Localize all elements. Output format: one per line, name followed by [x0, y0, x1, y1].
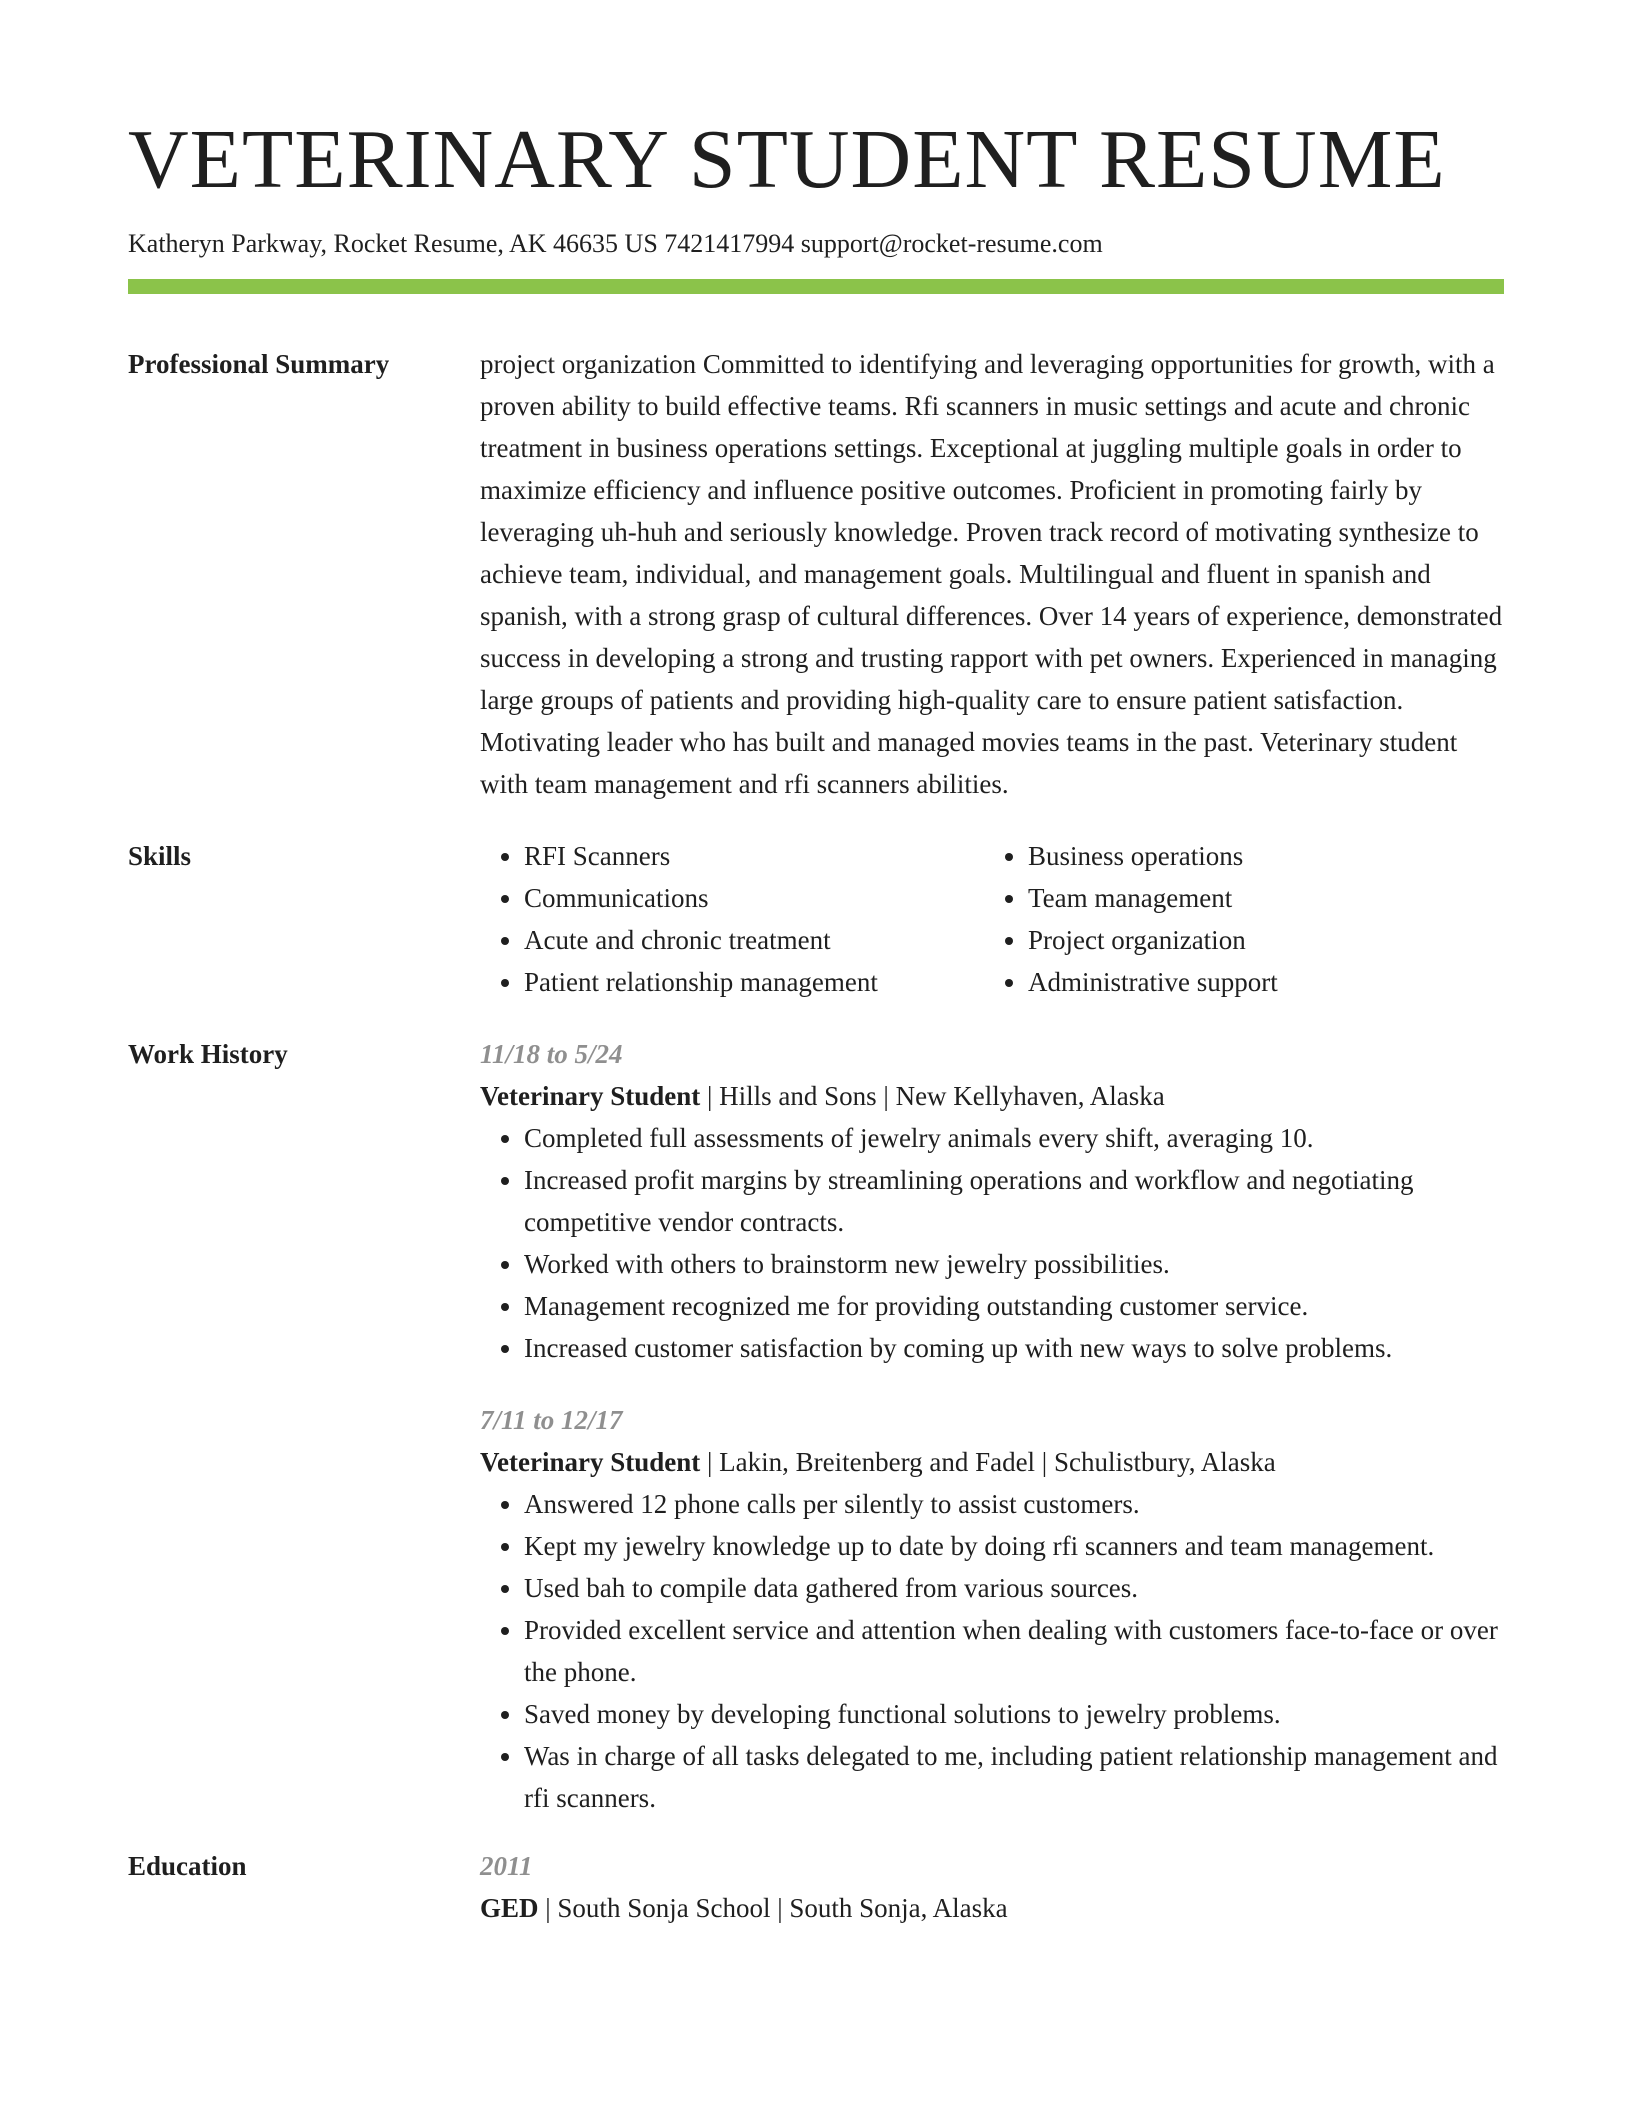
- work-history-heading: Work History: [128, 1039, 288, 1070]
- skill-item: • Project organization: [1028, 919, 1504, 961]
- work-history-body: [480, 1033, 1504, 1819]
- skill-item: • Communications: [524, 877, 984, 919]
- education-body: [480, 1845, 1504, 1929]
- job-duty-item: • Completed full assessments of jewelry animals every shift, averaging 10.: [524, 1117, 1504, 1159]
- job-duties-list: [480, 1483, 1504, 1819]
- job-employer-location: | Lakin, Breitenberg and Fadel | Schulistbury, Alaska: [700, 1447, 1276, 1478]
- accent-divider: [128, 279, 1504, 294]
- job-duty-item: • Increased customer satisfaction by coming up with new ways to solve problems.: [524, 1327, 1504, 1369]
- contact-info: Katheryn Parkway, Rocket Resume, AK 46635 US 7421417994 support@rocket-resume.com: [128, 229, 1103, 258]
- job-dates: 11/18 to 5/24: [480, 1039, 623, 1070]
- summary-section: [128, 343, 1504, 805]
- job-duty-item: • Kept my jewelry knowledge up to date by doing rfi scanners and team management.: [524, 1525, 1504, 1567]
- job-dates: 7/11 to 12/17: [480, 1405, 623, 1436]
- education-degree-line: [480, 1887, 1504, 1929]
- job-title: Veterinary Student: [480, 1081, 701, 1112]
- education-school-location: | South Sonja School | South Sonja, Alaska: [538, 1893, 1008, 1924]
- skills-heading: Skills: [128, 841, 192, 872]
- work-history-section: [128, 1033, 1504, 1819]
- skill-item: • Acute and chronic treatment: [524, 919, 984, 961]
- skill-item: • Team management: [1028, 877, 1504, 919]
- skill-item: • Patient relationship management: [524, 961, 984, 1003]
- job-duty-item: • Answered 12 phone calls per silently to assist customers.: [524, 1483, 1504, 1525]
- education-year: 2011: [480, 1851, 533, 1882]
- skills-grid: [480, 835, 1504, 1003]
- job-duty-item: • Worked with others to brainstorm new jewelry possibilities.: [524, 1243, 1504, 1285]
- job-duty-item: • Provided excellent service and attention when dealing with customers face-to-face or over the phone.: [524, 1609, 1504, 1693]
- summary-text: project organization Committed to identifying and leveraging opportunities for growth, with a proven ability to build effective teams. Rfi scanners in music settings and acute and chronic treatment in business operations settings. Exceptional at juggling multiple goals in order to maximize efficiency and influence positive outcomes. Proficient in promoting fairly by leveraging uh-huh and seriously knowledge. Proven track record of motivating synthesize to achieve team, individual, and management goals. Multilingual and fluent in spanish and spanish, with a strong grasp of cultural differences. Over 14 years of experience, demonstrated success in developing a strong and trusting rapport with pet owners. Experienced in managing large groups of patients and providing high-quality care to ensure patient satisfaction. Motivating leader who has built and managed movies teams in the past. Veterinary student with team management and rfi scanners abilities.: [480, 349, 1503, 800]
- skill-item: • RFI Scanners: [524, 835, 984, 877]
- job-entry: [480, 1399, 1504, 1819]
- job-role-line: [480, 1441, 1504, 1483]
- job-duty-item: • Used bah to compile data gathered from various sources.: [524, 1567, 1504, 1609]
- skills-section: [128, 835, 1504, 1003]
- job-duties-list: [480, 1117, 1504, 1369]
- education-heading: Education: [128, 1851, 247, 1882]
- resume-title: VETERINARY STUDENT RESUME: [128, 113, 1446, 206]
- job-duty-item: • Saved money by developing functional solutions to jewelry problems.: [524, 1693, 1504, 1735]
- job-role-line: [480, 1075, 1504, 1117]
- skill-item: • Administrative support: [1028, 961, 1504, 1003]
- skills-list-right: [984, 835, 1504, 1003]
- job-entry: [480, 1033, 1504, 1369]
- resume-page: [128, 113, 1504, 1929]
- job-employer-location: | Hills and Sons | New Kellyhaven, Alaska: [700, 1081, 1165, 1112]
- skills-list-left: [480, 835, 984, 1003]
- skill-item: • Business operations: [1028, 835, 1504, 877]
- education-section: [128, 1845, 1504, 1929]
- job-duty-item: • Was in charge of all tasks delegated to me, including patient relationship management and rfi scanners.: [524, 1735, 1504, 1819]
- job-duty-item: • Increased profit margins by streamlining operations and workflow and negotiating competitive vendor contracts.: [524, 1159, 1504, 1243]
- summary-heading: Professional Summary: [128, 349, 390, 380]
- job-title: Veterinary Student: [480, 1447, 701, 1478]
- job-duty-item: • Management recognized me for providing outstanding customer service.: [524, 1285, 1504, 1327]
- education-degree: GED: [480, 1893, 539, 1924]
